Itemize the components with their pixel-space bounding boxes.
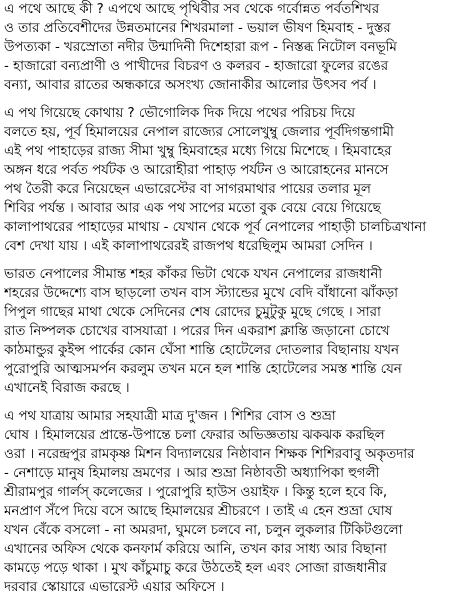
text-line: কামড়ে পড়ে থাকা । মুখ কাঁচুমাচু করে উঠতেই হল এবং সোজা রাজধানীর (4, 561, 387, 576)
text-line: ভারত নেপালের সীমান্ত শহর কাঁকর ভিটা থেকে যখন নেপালের রাজধানী (4, 267, 383, 282)
text-line: এ পথে আছে কী ? এপথে আছে পৃথিবীর সব থেকে গর্বোন্নত পর্বতশিখর (4, 2, 380, 17)
text-line: বলতে হয়, পূর্ব হিমালয়ের নেপাল রাজ্যের সোলেখুম্বু জেলার পূর্বদিগন্তগামী (4, 125, 394, 140)
text-line: পিপুল গাছের মাথা থেকে সেদিনের শেষ রোদের চুমুটুকু মুছে গেছে । সারা (4, 305, 381, 320)
text-line: কালাপাথরের পাহাড়ের মাথায় - যেখান থেকে পূর্ব নেপালের পাহাড়ী চালচিত্রখানা (4, 220, 427, 235)
text-line: উপত্যকা - খরস্রোতা নদীর উন্মাদিনী দিশেহারা রূপ - নিস্তব্ধ নিটোল বনভূমি (4, 40, 397, 55)
paragraph (4, 407, 453, 594)
text-line: শহরের উদ্দেশ্যে বাস ছাড়লো তখন বাস স্ট্যান্ডের মুখে বেদি বাঁধানো ঝাঁকড়া (4, 286, 399, 301)
text-line: এখানের অফিস থেকে কনফার্ম করিয়ে আনি, তখন কার সাধ্য আর বিছানা (4, 542, 387, 557)
text-line: মনপ্রাণ সঁপে দিয়ে বসে আছে হিমালয়ের শ্রীচরণে । তাই এ হেন শুভ্রা ঘোষ (4, 504, 393, 519)
text-line: বেশ দেখা যায় । এই কালাপাথরেরই রাজপথ ধরেছিলুম আমরা সেদিন । (4, 239, 373, 254)
text-line: রাত নিষ্পলক চোখের বাসযাত্রা । পরের দিন একরাশ ক্লান্তি জড়ানো চোখে (4, 324, 390, 339)
text-line: শিবির পর্যন্ত । আবার আর এক পথ সাপের মতো বুক বেয়ে বেয়ে গিয়েছে (4, 201, 381, 216)
paragraph (4, 0, 453, 95)
text-line: এ পথ যাত্রায় আমার সহযাত্রী মাত্র দু'জন । শিশির বোস ও শুভ্রা (4, 409, 336, 424)
text-line: শ্রীরামপুর গার্লস্ কলেজের । পুরোপুরি হাউস ওয়াইফ । কিন্তু হলে হবে কি, (4, 485, 388, 500)
text-line: এখানেই বিরাজ করছে । (4, 381, 130, 396)
text-line: এ পথ গিয়েছে কোথায় ? ভৌগোলিক দিক দিয়ে পথের পরিচয় দিয়ে (4, 106, 355, 121)
text-line: - হাজারো বন্যপ্রাণী ও পাখীদের বিচরণ ও কলরব - হাজারো ফুলের রঙের (4, 59, 389, 74)
text-line: ঘোষ । হিমালয়ের প্রান্তে-উপান্তে চলা ফেরার অভিজ্ঞতায় ঝকঝক করছিল (4, 428, 385, 443)
text-line: পথ তৈরী করে নিয়েছেন এভারেস্টের বা সাগরমাথার পায়ের তলার মূল (4, 182, 371, 197)
text-line: দরবার স্কোয়ারে এভারেস্ট এয়ার অফিসে । (4, 580, 225, 594)
paragraph (4, 104, 453, 256)
paragraph (4, 265, 453, 398)
text-line: পুরোপুরি আত্মসমর্পন করলুম তখন মনে হল শান্তি হোটেলের সমস্ত শান্তি যেন (4, 362, 402, 377)
text-line: কাঠমান্ডুর কুইন্স পার্কের কোন ঘেঁসা শান্তি হোটেলের দোতলার বিছানায় যখন (4, 343, 399, 358)
text-line: যখন বেঁকে বসলো - না অমরদা, ঘুমলে চলবে না, চলুন লুকলার টিকিটগুলো (4, 523, 403, 538)
text-line: এই পথ পাহাড়ের রাজ্য সীমা খুম্বু হিমবাহের মধ্যে গিয়ে মিশেছে । হিমবাহের (4, 144, 392, 159)
text-line: ও তার প্রতিবেশীদের উন্নতমানের শিখরমালা - ভয়াল ভীষণ হিমবাহ - দুস্তর (4, 21, 391, 36)
text-line: অঙ্গন ধরে পর্বত পর্যটক ও আরোহীরা পাহাড় পর্যটন ও আরোহনের মানসে (4, 163, 389, 178)
text-line: - নেশাড়ে মানুষ হিমালয় ভ্রমণের । আর শুভ্রা নিষ্ঠাবতী অধ্যাপিকা হুগলী (4, 466, 380, 481)
text-line: ওরা । নরেন্দ্রপুর রামকৃষ্ণ মিশন বিদ্যালয়ের নিষ্ঠাবান শিক্ষক শিশিরবাবু অকৃতদার (4, 447, 415, 462)
text-line: বন্যা, আবার রাতের অন্ধকারে অসংখ্য জোনাকীর আলোর উৎসব পর্ব । (4, 78, 377, 93)
